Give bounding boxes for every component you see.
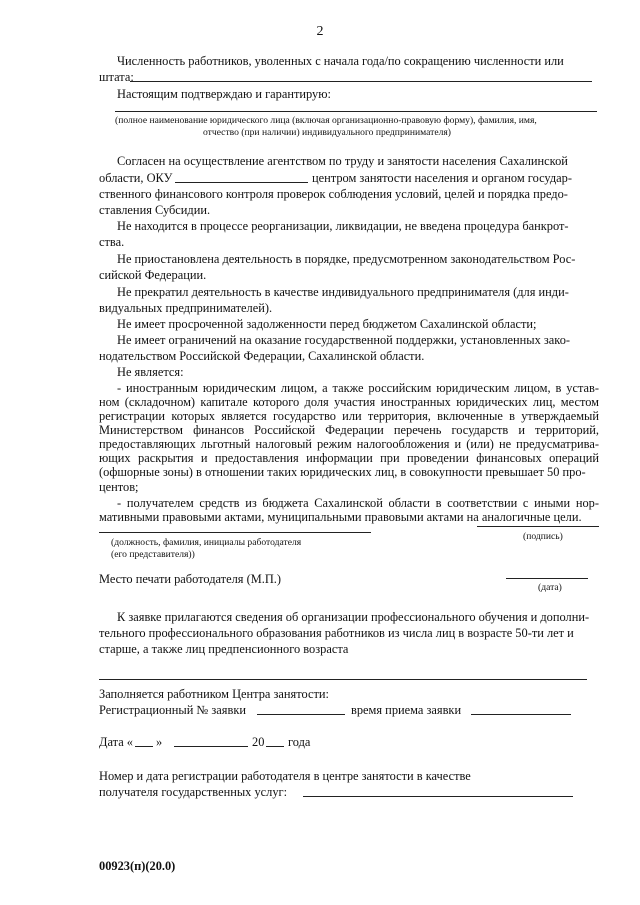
consent-line-1: Согласен на осуществление агентством по труду и занятости населения Сахалинской	[117, 154, 568, 168]
is-not-heading: Не является:	[117, 365, 184, 379]
suspension-line-1: Не приостановлена деятельность в порядке, предусмотренном законодательством Рос-	[117, 252, 576, 266]
foreign-entity-paragraph: - иностранным юридическим лицом, а также российским юридическим лицом, в устав- ном (складочном) капитале которого доля участия иностранных юридических лиц, местом регистрации которых является государство или территория, включенные в утверждаемый Министерством финансов Российской Федерации перечень государств и территорий, предоставляющих льготный налоговый режим налогообложения и (или) не предусматрива- ющих раскрытия и предоставления информации при проведении финансовых операций (офшорные зоны) в отношении таких юридических лиц, в совокупности превышает 50 про-	[99, 381, 599, 479]
position-caption-cont: (его представителя))	[111, 549, 195, 560]
reg-number-label: Регистрационный № заявки	[99, 703, 246, 717]
foreign-entity-paragraph-end: центов;	[99, 480, 139, 494]
page-number: 2	[316, 24, 324, 39]
date-quote-close: »	[156, 735, 163, 749]
registration-field[interactable]	[303, 796, 573, 797]
reception-time-label: время приема заявки	[351, 703, 462, 717]
suspension-line-2: сийской Федерации.	[99, 268, 207, 282]
date-prefix: Дата «	[99, 735, 133, 749]
date-day-field[interactable]	[135, 746, 153, 747]
attachment-line-2: тельного профессионального образования работников из числа лиц в возрасте 50-ти лет и	[99, 626, 574, 640]
consent-line-2a: области, ОКУ	[99, 171, 173, 185]
date-caption: (дата)	[538, 582, 562, 593]
confirm-text: Настоящим подтверждаю и гарантирую:	[117, 87, 331, 101]
organization-caption-cont: отчество (при наличии) индивидуального предпринимателя)	[203, 127, 452, 138]
date-year-field[interactable]	[266, 746, 284, 747]
filled-by-label: Заполняется работником Центра занятости:	[99, 687, 329, 701]
section-divider	[99, 679, 587, 680]
entrepreneur-line-1: Не прекратил деятельность в качестве индивидуального предпринимателя (для инди-	[117, 285, 569, 299]
registration-line-1: Номер и дата регистрации работодателя в центре занятости в качестве	[99, 769, 471, 783]
reorganization-line-1: Не находится в процессе реорганизации, ликвидации, не введена процедура банкрот-	[117, 219, 569, 233]
dismissed-employees-label: Численность работников, уволенных с начала года/по сокращению численности или	[117, 54, 564, 68]
position-name-field[interactable]	[99, 532, 371, 533]
date-month-field[interactable]	[174, 746, 248, 747]
budget-recipient-paragraph: - получателем средств из бюджета Сахалинской области в соответствии с иными нор- мативными правовыми актами, муниципальными правовыми актами на аналогичные цели.	[99, 496, 599, 524]
organization-caption: (полное наименование юридического лица (включая организационно-правовую форму), фамилия, имя,	[115, 115, 537, 126]
signature-field[interactable]	[477, 526, 599, 527]
date-year-suffix: года	[288, 735, 311, 749]
reg-number-field[interactable]	[257, 714, 345, 715]
debt-line: Не имеет просроченной задолженности перед бюджетом Сахалинской области;	[117, 317, 537, 331]
employment-center-name-field[interactable]	[175, 182, 308, 183]
restrictions-line-2: нодательством Российской Федерации, Сахалинской области.	[99, 349, 425, 363]
registration-line-2: получателя государственных услуг:	[99, 785, 288, 799]
position-caption: (должность, фамилия, инициалы работодателя	[111, 537, 302, 548]
signature-caption: (подпись)	[523, 531, 563, 542]
attachment-line-3: старше, а также лиц предпенсионного возраста	[99, 642, 349, 656]
restrictions-line-1: Не имеет ограничений на оказание государственной поддержки, установленных зако-	[117, 333, 571, 347]
stamp-label: Место печати работодателя (М.П.)	[99, 572, 281, 586]
attachment-line-1: К заявке прилагаются сведения об организации профессионального обучения и дополни-	[117, 610, 590, 624]
consent-line-3: ственного финансового контроля проверок соблюдения условий, целей и порядка предо-	[99, 187, 568, 201]
entrepreneur-line-2: видуальных предпринимателей).	[99, 301, 273, 315]
reorganization-line-2: ства.	[99, 235, 125, 249]
consent-line-2b: центром занятости населения и органом государ-	[312, 171, 572, 185]
date-field[interactable]	[506, 578, 588, 579]
consent-line-4: ставления Субсидии.	[99, 203, 211, 217]
dismissed-employees-label-cont: штата:	[99, 70, 134, 84]
form-code: 00923(п)(20.0)	[99, 859, 176, 873]
organization-name-field[interactable]	[115, 111, 597, 112]
dismissed-employees-field[interactable]	[130, 81, 592, 82]
date-year-prefix: 20	[252, 735, 265, 749]
reception-time-field[interactable]	[471, 714, 571, 715]
